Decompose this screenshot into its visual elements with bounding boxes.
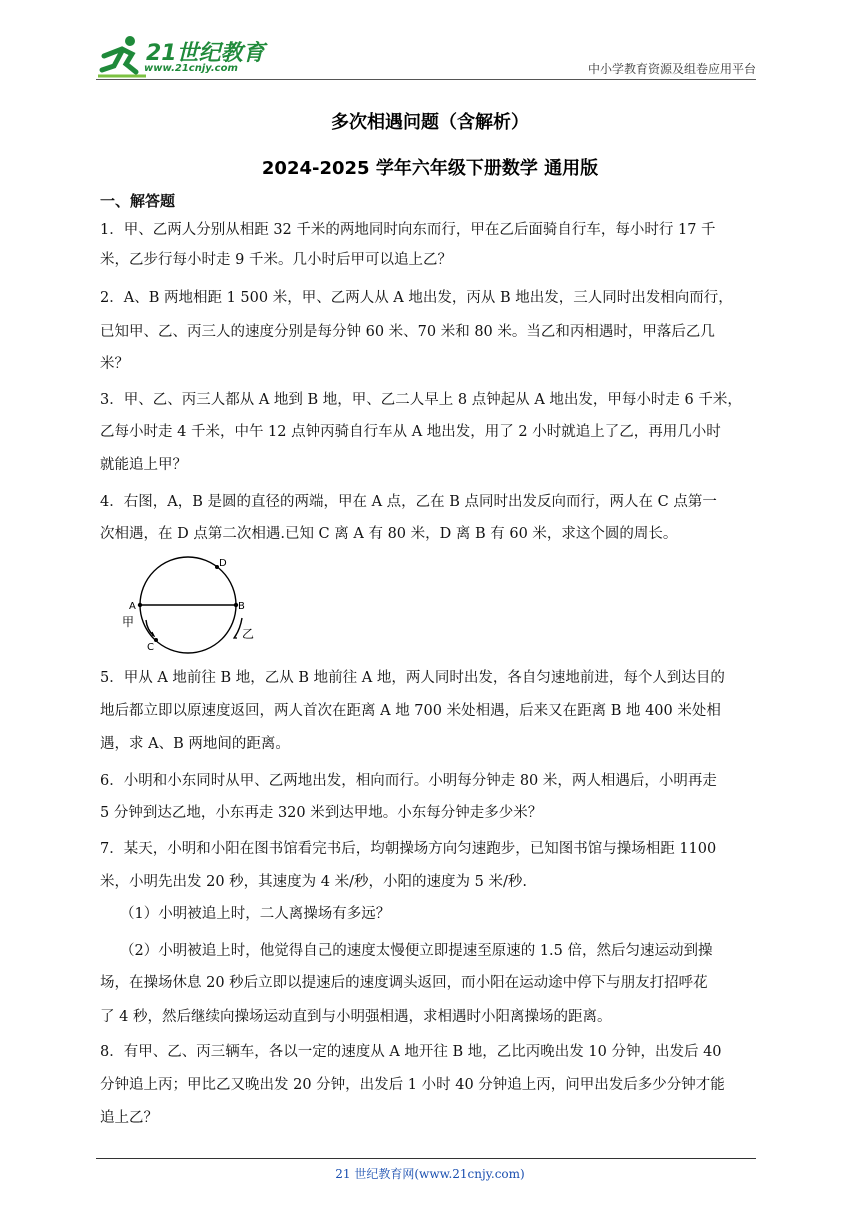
problem-5-line-1: 5．甲从 A 地前往 B 地，乙从 B 地前往 A 地，两人同时出发，各自匀速地前进，每个人到达目的 — [100, 670, 725, 686]
problem-7-question-2-line-3: 了 4 秒，然后继续向操场运动直到与小明强相遇，求相遇时小阳离操场的距离。 — [100, 1009, 612, 1025]
problem-4-line-2: 次相遇，在 D 点第二次相遇.已知 C 离 A 有 80 米，D 离 B 有 60 米，求这个圆的周长。 — [100, 526, 678, 542]
logo-text: 21世纪教育 — [146, 41, 265, 66]
problem-5-line-2: 地后都立即以原速度返回，两人首次在距离 A 地 700 米处相遇，后来又在距离 B 地 400 米处相 — [100, 703, 721, 719]
circle-diagram — [116, 554, 266, 658]
point-c-dot — [154, 638, 158, 642]
problem-7-question-1: （1）小明被追上时，二人离操场有多远？ — [120, 906, 391, 922]
problem-7-line-1: 7．某天，小明和小阳在图书馆看完书后，均朝操场方向匀速跑步，已知图书馆与操场相距 1100 — [100, 841, 717, 857]
problem-8-line-3: 追上乙？ — [100, 1110, 158, 1126]
label-jia: 甲 — [122, 615, 135, 629]
label-c: C — [147, 642, 154, 653]
yi-direction-arrow — [234, 618, 242, 638]
document-subtitle: 2024-2025 学年六年级下册数学 通用版 — [261, 158, 599, 179]
problem-7-question-2-line-1: （2）小明被追上时，他觉得自己的速度太慢便立即提速至原速的 1.5 倍，然后匀速运动到操 — [120, 943, 713, 959]
label-a: A — [129, 601, 136, 612]
logo-url: www.21cnjy.com — [144, 63, 238, 74]
runner-logo-icon — [96, 32, 148, 78]
label-d: D — [219, 558, 227, 569]
page-header — [96, 32, 756, 82]
logo[interactable] — [96, 32, 266, 78]
section-heading: 一、解答题 — [100, 192, 176, 210]
problem-3-line-1: 3．甲、乙、丙三人都从 A 地到 B 地，甲、乙二人早上 8 点钟起从 A 地出发，甲每小时走 6 千米， — [100, 392, 742, 408]
problem-6-line-2: 5 分钟到达乙地，小东再走 320 米到达甲地。小东每分钟走多少米？ — [100, 805, 543, 821]
platform-name: 中小学教育资源及组卷应用平台 — [587, 62, 756, 76]
problem-7-question-2-line-2: 场，在操场休息 20 秒后立即以提速后的速度调头返回，而小阳在运动途中停下与朋友打招呼花 — [100, 975, 708, 991]
problem-3-line-2: 乙每小时走 4 千米，中午 12 点钟丙骑自行车从 A 地出发，用了 2 小时就追上了乙，再用几小时 — [100, 424, 721, 440]
problem-6-line-1: 6．小明和小东同时从甲、乙两地出发，相向而行。小明每分钟走 80 米，两人相遇后，小明再走 — [100, 773, 717, 789]
problem-3-line-3: 就能追上甲？ — [100, 457, 187, 473]
footer-divider — [96, 1158, 756, 1159]
label-b: B — [238, 601, 245, 612]
point-a-dot — [138, 603, 142, 607]
problem-1-line-1: 1．甲、乙两人分别从相距 32 千米的两地同时向东而行，甲在乙后面骑自行车，每小时行 17 千 — [100, 222, 716, 238]
footer-link[interactable]: 21 世纪教育网(www.21cnjy.com) — [335, 1167, 525, 1181]
problem-8-line-2: 分钟追上丙；甲比乙又晚出发 20 分钟，出发后 1 小时 40 分钟追上丙，问甲出发后多少分钟才能 — [100, 1077, 725, 1093]
problem-5-line-3: 遇，求 A、B 两地间的距离。 — [100, 736, 290, 752]
problem-2-line-2: 已知甲、乙、丙三人的速度分别是每分钟 60 米、70 米和 80 米。当乙和丙相遇时，甲落后乙几 — [100, 324, 715, 340]
problem-2-line-1: 2．A、B 两地相距 1 500 米，甲、乙两人从 A 地出发，丙从 B 地出发，三人同时出发相向而行， — [100, 290, 733, 306]
problem-7-line-2: 米，小明先出发 20 秒，其速度为 4 米/秒，小阳的速度为 5 米/秒. — [100, 874, 527, 890]
problem-2-line-3: 米？ — [100, 356, 129, 372]
problem-1-line-2: 米，乙步行每小时走 9 千米。几小时后甲可以追上乙？ — [100, 252, 452, 268]
problem-8-line-1: 8．有甲、乙、丙三辆车，各以一定的速度从 A 地开往 B 地，乙比丙晚出发 10 分钟，出发后 40 — [100, 1044, 722, 1060]
label-yi: 乙 — [242, 627, 255, 641]
problem-4-line-1: 4．右图，A，B 是圆的直径的两端，甲在 A 点，乙在 B 点同时出发反向而行，两人在 C 点第一 — [100, 494, 717, 510]
document-title: 多次相遇问题（含解析） — [331, 112, 529, 133]
header-divider — [96, 79, 756, 80]
